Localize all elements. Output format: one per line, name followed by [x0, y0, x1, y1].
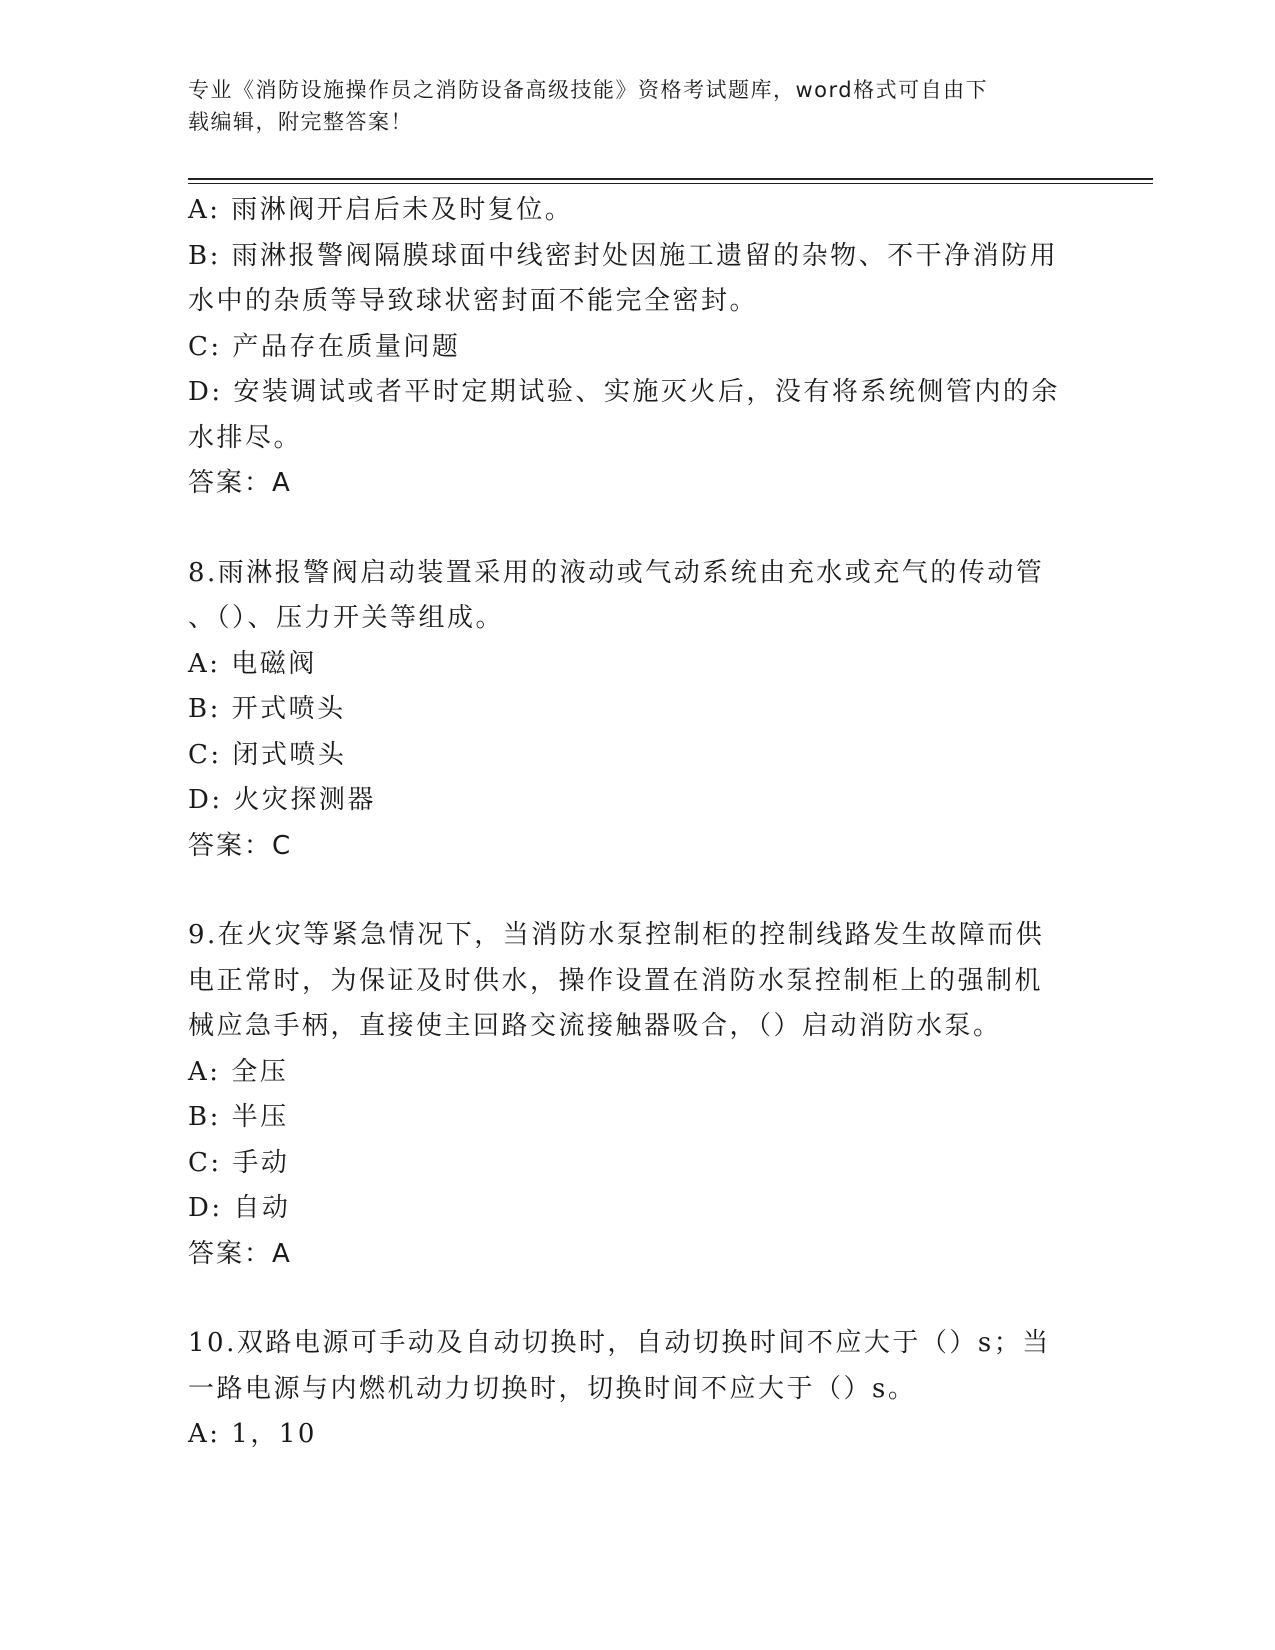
spacer	[188, 869, 1088, 913]
document-header	[188, 74, 1068, 138]
option-d: D: 自动	[188, 1193, 291, 1223]
question-content	[188, 188, 1088, 1458]
option-c: C: 产品存在质量问题	[188, 331, 461, 362]
spacer	[188, 507, 1088, 551]
question-text: 一路电源与内燃机动力切换时，切换时间不应大于（）s。	[188, 1373, 917, 1404]
option-c: C: 闭式喷头	[188, 739, 347, 770]
answer-label: 答案：C	[188, 830, 293, 861]
question-text: 电正常时，为保证及时供水，操作设置在消防水泵控制柜上的强制机	[188, 965, 1044, 996]
option-d: D: 安装调试或者平时定期试验、实施灭火后，没有将系统侧管内的余	[188, 377, 1060, 407]
answer-label: 答案：A	[188, 468, 292, 498]
question-text: 8.雨淋报警阀启动装置采用的液动或气动系统由充水或充气的传动管	[188, 557, 1045, 588]
option-b: B: 雨淋报警阀隔膜球面中线密封处因施工遗留的杂物、不干净消防用	[188, 240, 1059, 271]
option-a: A: 全压	[188, 1056, 289, 1087]
question-9-block	[188, 913, 1088, 1277]
question-text: 、（）、压力开关等组成。	[188, 603, 505, 633]
question-text: 10.双路电源可手动及自动切换时，自动切换时间不应大于（）s；当	[188, 1328, 1051, 1358]
question-8-block	[188, 551, 1088, 870]
header-rule-thin	[188, 183, 1153, 184]
option-a: A: 电磁阀	[188, 648, 317, 679]
question-text: 9.在火灾等紧急情况下，当消防水泵控制柜的控制线路发生故障而供	[188, 920, 1045, 950]
option-a: A: 雨淋阀开启后未及时复位。	[188, 195, 574, 225]
option-b: B: 半压	[188, 1102, 289, 1132]
answer-label: 答案：A	[188, 1238, 292, 1269]
question-10-block	[188, 1321, 1088, 1458]
question-7-block	[188, 188, 1088, 507]
option-a: A: 1，10	[188, 1419, 317, 1449]
question-text: 械应急手柄，直接使主回路交流接触器吸合，（）启动消防水泵。	[188, 1011, 1002, 1041]
header-line-2: 载编辑，附完整答案！	[188, 110, 413, 134]
header-line-1: 专业《消防设施操作员之消防设备高级技能》资格考试题库，word格式可自由下	[188, 78, 989, 102]
option-c: C: 手动	[188, 1147, 290, 1178]
option-b: B: 开式喷头	[188, 694, 346, 724]
header-rule-thick	[188, 178, 1153, 180]
option-d: D: 火灾探测器	[188, 785, 376, 815]
spacer	[188, 1277, 1088, 1321]
option-d-continued: 水排尽。	[188, 422, 303, 453]
option-b-continued: 水中的杂质等导致球状密封面不能完全密封。	[188, 286, 759, 316]
